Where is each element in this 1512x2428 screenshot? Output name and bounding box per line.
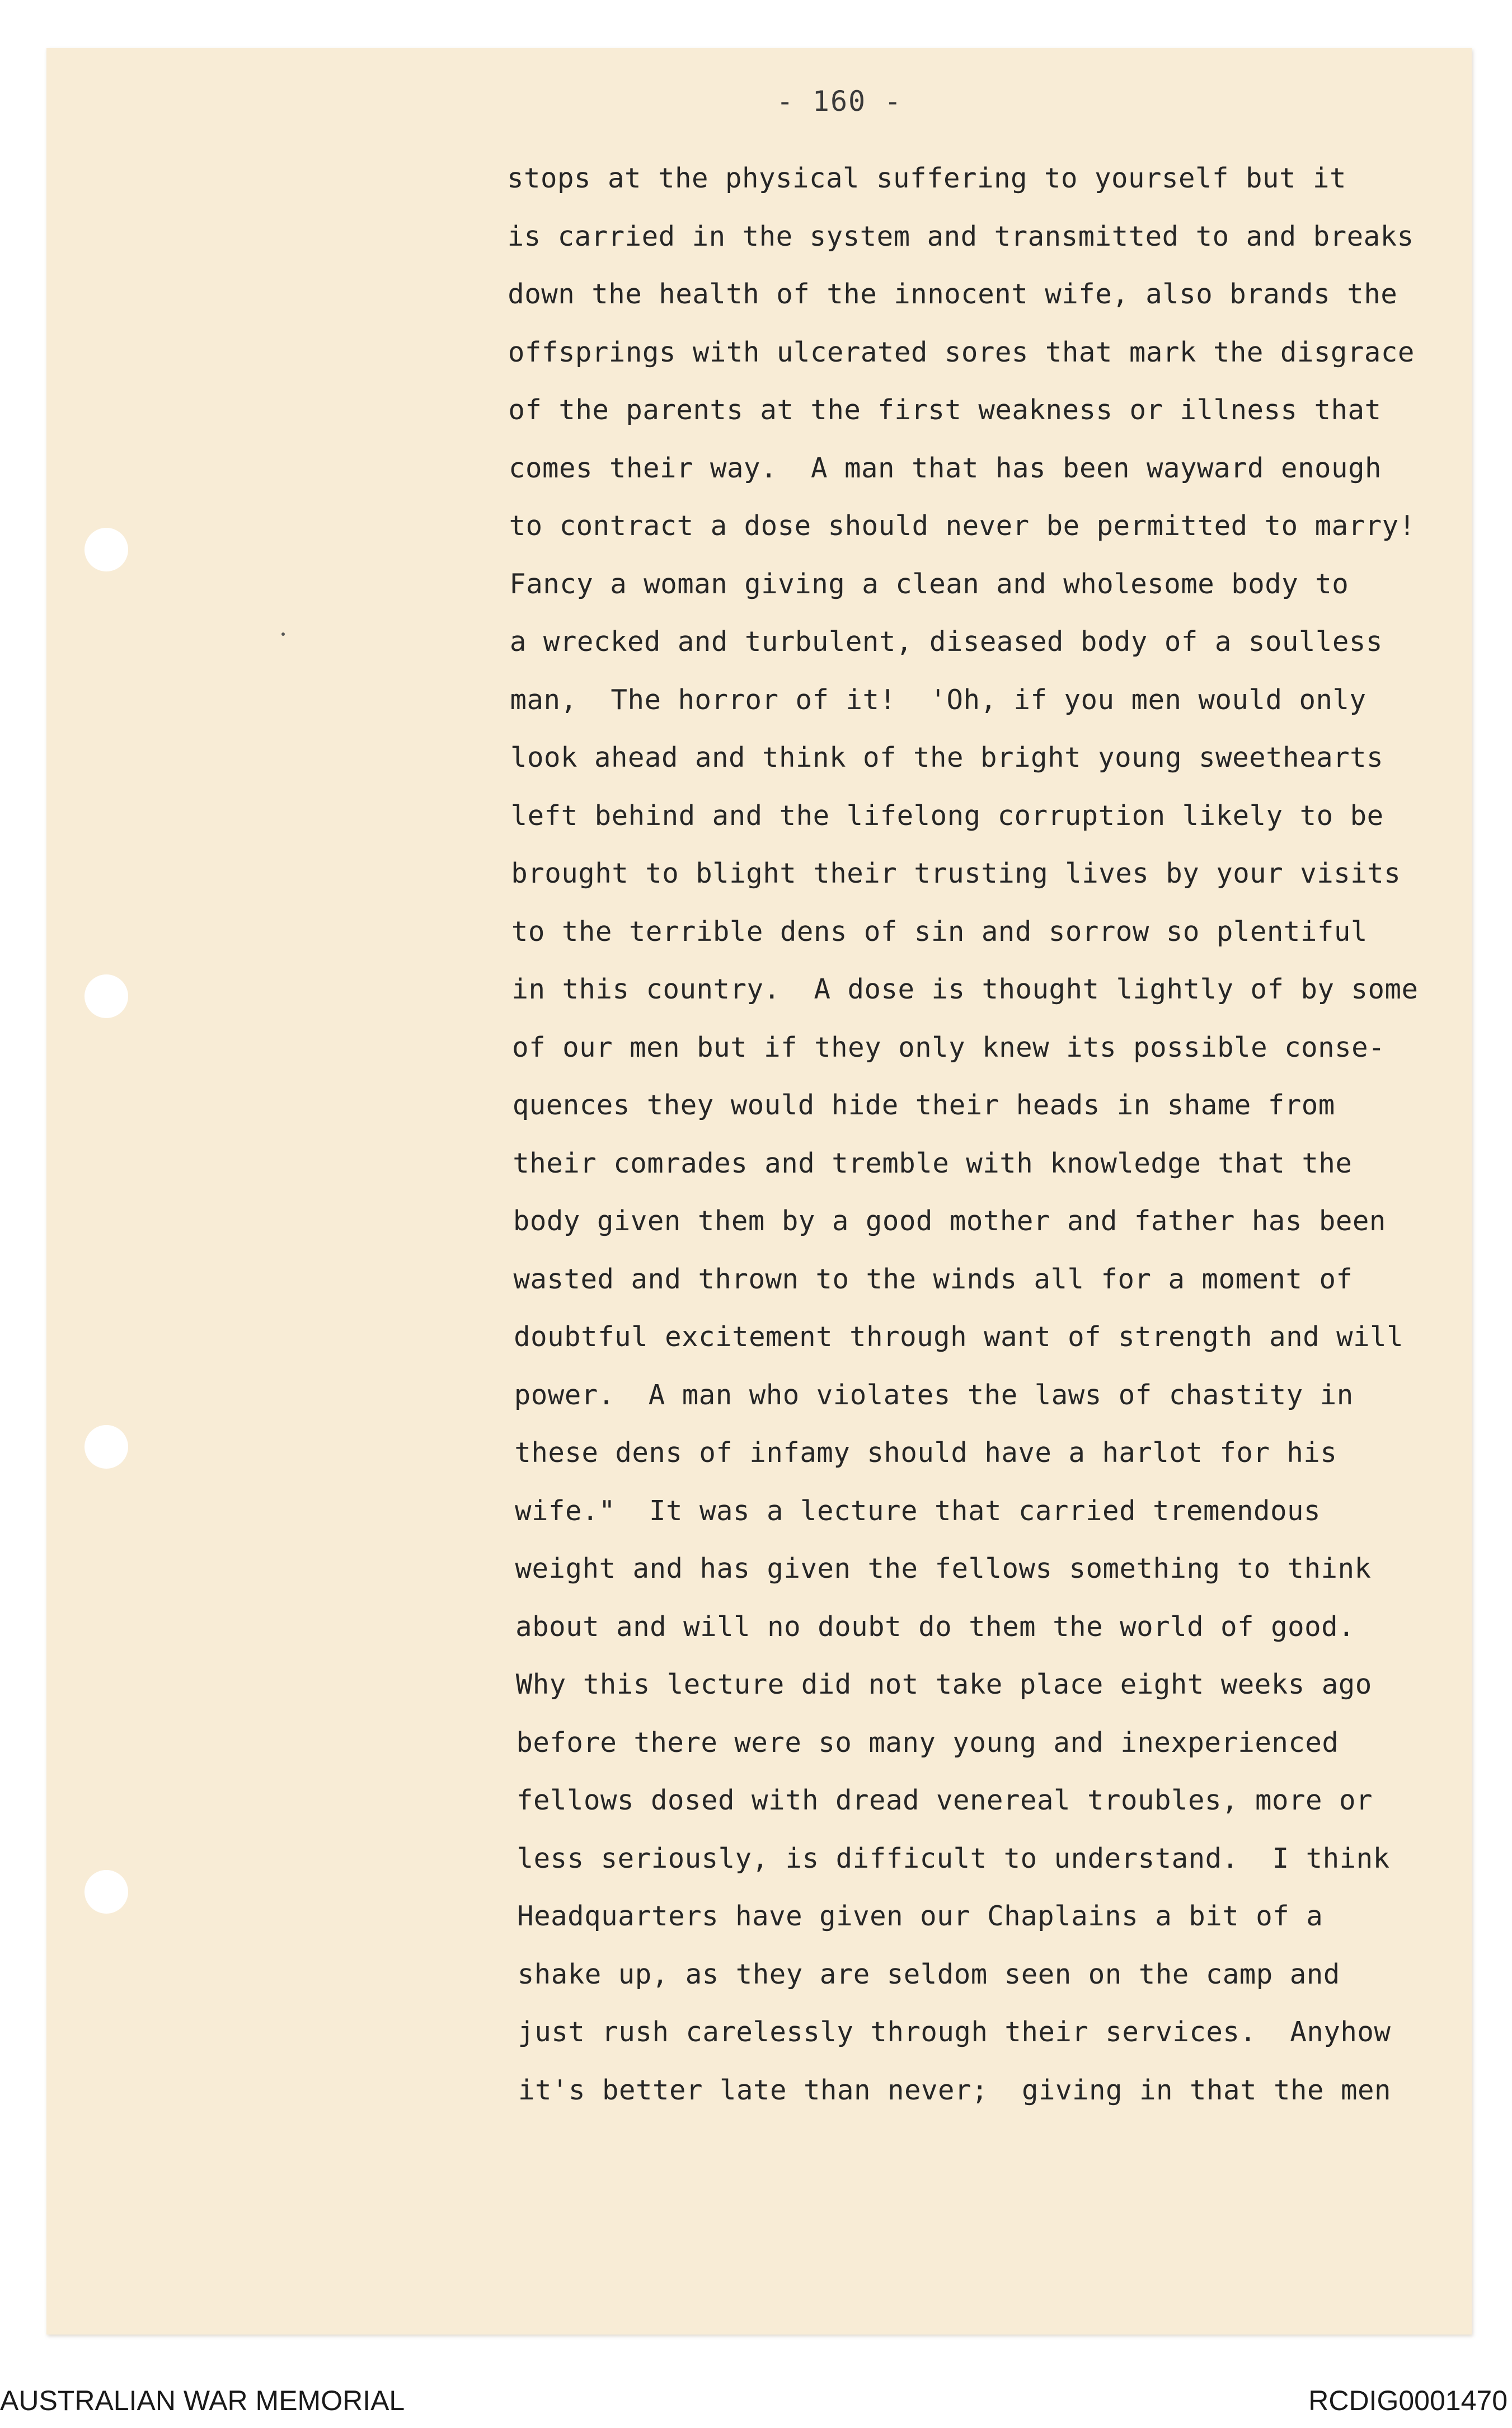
text-line: wasted and thrown to the winds all for a moment of — [513, 1263, 1353, 1295]
text-line: Fancy a woman giving a clean and wholesome body to — [509, 568, 1349, 600]
text-line: down the health of the innocent wife, also brands the — [508, 278, 1398, 310]
text-line: fellows dosed with dread venereal troubles, more or — [516, 1784, 1373, 1816]
text-line: shake up, as they are seldom seen on the camp and — [517, 1958, 1340, 1990]
text-line: just rush carelessly through their services. Anyhow — [518, 2016, 1391, 2048]
archive-reference: RCDIG0001470 — [1308, 2385, 1508, 2416]
text-line: comes their way. A man that has been wayward enough — [509, 452, 1382, 484]
text-line: it's better late than never; giving in that the men — [518, 2074, 1392, 2106]
text-line: before there were so many young and inexperienced — [516, 1726, 1339, 1759]
text-line: to the terrible dens of sin and sorrow so plentiful — [511, 915, 1368, 948]
text-line: Why this lecture did not take place eight weeks ago — [515, 1668, 1372, 1700]
text-line: quences they would hide their heads in shame from — [512, 1089, 1335, 1121]
text-line: these dens of infamy should have a harlot for his — [514, 1437, 1337, 1469]
text-line: weight and has given the fellows something to think — [515, 1553, 1372, 1585]
text-line: about and will no doubt do them the world of good. — [515, 1610, 1355, 1643]
text-line: brought to blight their trusting lives by your visits — [511, 857, 1401, 889]
text-line: look ahead and think of the bright young sweethearts — [510, 742, 1384, 774]
text-line: man, The horror of it! 'Oh, if you men would only — [510, 683, 1367, 716]
page-number: - 160 - — [776, 85, 903, 118]
text-line: in this country. A dose is thought lightly of by some — [511, 973, 1419, 1005]
text-line: a wrecked and turbulent, diseased body of a soulless — [509, 626, 1383, 658]
text-line: power. A man who violates the laws of chastity in — [514, 1379, 1354, 1411]
text-line: left behind and the lifelong corruption likely to be — [510, 799, 1384, 832]
text-line: Headquarters have given our Chaplains a bit of a — [517, 1900, 1323, 1932]
text-line: doubtful excitement through want of strength and will — [514, 1321, 1404, 1353]
text-line: to contract a dose should never be permitted to marry! — [509, 510, 1416, 542]
text-line: wife." It was a lecture that carried tremendous — [514, 1494, 1321, 1527]
text-line: offsprings with ulcerated sores that mark the disgrace — [508, 336, 1415, 368]
text-line: is carried in the system and transmitted to and breaks — [507, 220, 1414, 252]
text-line: body given them by a good mother and father has been — [513, 1205, 1386, 1237]
archive-credit: AUSTRALIAN WAR MEMORIAL — [0, 2385, 405, 2416]
text-line: less seriously, is difficult to understand. I think — [516, 1842, 1390, 1874]
text-line: of the parents at the first weakness or illness that — [508, 394, 1382, 426]
text-line: stops at the physical suffering to yourself but it — [507, 162, 1347, 194]
text-line: of our men but if they only knew its possible conse- — [512, 1031, 1386, 1063]
text-line: their comrades and tremble with knowledge that the — [513, 1147, 1353, 1179]
